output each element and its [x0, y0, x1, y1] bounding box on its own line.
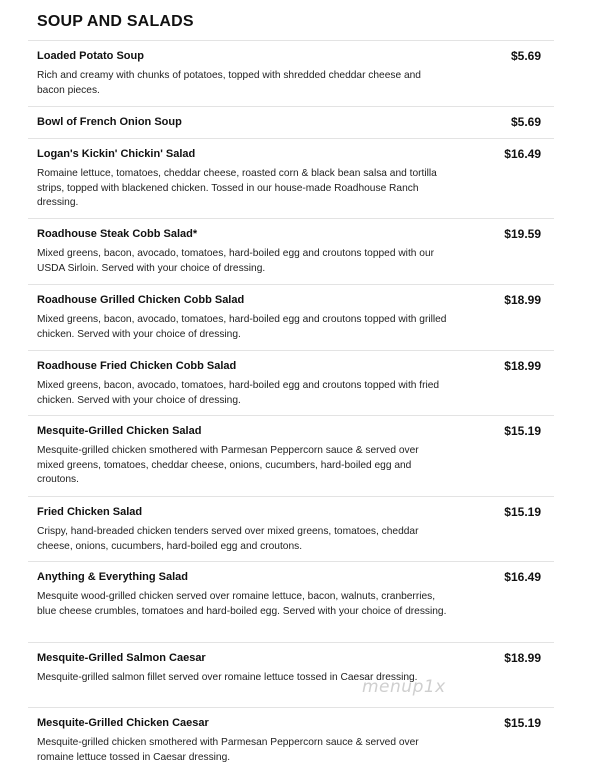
- item-name: Mesquite-Grilled Chicken Salad: [37, 425, 202, 437]
- item-name: Loaded Potato Soup: [37, 50, 144, 62]
- item-description: Mixed greens, bacon, avocado, tomatoes, hard-boiled egg and croutons topped with grilled chicken. Served with your choice of dressing.: [37, 314, 447, 340]
- item-price: $15.19: [504, 424, 541, 438]
- item-price: $19.59: [504, 227, 541, 241]
- item-price: $15.19: [504, 505, 541, 519]
- item-name: Mesquite-Grilled Chicken Caesar: [37, 717, 209, 729]
- menu-item: [28, 561, 554, 642]
- menu-item: [28, 496, 554, 561]
- item-name: Mesquite-Grilled Salmon Caesar: [37, 652, 206, 664]
- item-name: Fried Chicken Salad: [37, 506, 143, 518]
- item-name: Roadhouse Fried Chicken Cobb Salad: [37, 360, 237, 372]
- menu-item: [28, 642, 554, 707]
- item-description: Mixed greens, bacon, avocado, tomatoes, hard-boiled egg and croutons topped with fried chicken. Served with your choice of dressing.: [37, 380, 440, 406]
- item-description: Mixed greens, bacon, avocado, tomatoes, hard-boiled egg and croutons topped with our USDA Sirloin. Served with your choice of dressing.: [37, 248, 434, 274]
- menu-item: [28, 40, 554, 106]
- menu-item: [28, 350, 554, 415]
- item-price: $18.99: [504, 293, 541, 307]
- item-description: Crispy, hand-breaded chicken tenders served over mixed greens, tomatoes, cheddar cheese, onions, cucumbers, hard-boiled egg and croutons.: [37, 526, 419, 552]
- item-description: Mesquite-grilled salmon fillet served over romaine lettuce tossed in Caesar dressing.: [37, 672, 418, 683]
- item-price: $5.69: [510, 115, 541, 129]
- item-price: $15.19: [504, 716, 541, 730]
- menu-item: [28, 707, 554, 767]
- item-price: $16.49: [504, 147, 541, 161]
- item-name: Roadhouse Grilled Chicken Cobb Salad: [37, 294, 245, 306]
- item-price: $5.69: [510, 49, 541, 63]
- watermark-logo: menup1x: [362, 677, 446, 697]
- item-price: $18.99: [504, 651, 541, 665]
- item-price: $18.99: [504, 359, 541, 373]
- menu-item-list: [28, 40, 554, 767]
- menu-item: [28, 415, 554, 496]
- item-description: Mesquite-grilled chicken smothered with Parmesan Peppercorn sauce & served over romaine lettuce tossed in Caesar dressing.: [37, 737, 419, 763]
- item-name: Anything & Everything Salad: [37, 571, 188, 583]
- item-description: Mesquite-grilled chicken smothered with Parmesan Peppercorn sauce & served over mixed greens, tomatoes, cheddar cheese, onions, cucumbers, hard-boiled egg and croutons.: [37, 445, 419, 485]
- item-price: $16.49: [504, 570, 541, 584]
- section-title: SOUP AND SALADS: [37, 13, 194, 30]
- menu-item: [28, 218, 554, 284]
- item-name: Bowl of French Onion Soup: [37, 116, 182, 128]
- menu-item: [28, 284, 554, 350]
- item-name: Roadhouse Steak Cobb Salad*: [37, 228, 198, 240]
- item-description: Rich and creamy with chunks of potatoes, topped with shredded cheddar cheese and bacon pieces.: [37, 70, 421, 96]
- menu-item: [28, 106, 554, 138]
- item-description: Mesquite wood-grilled chicken served over romaine lettuce, bacon, walnuts, cranberries, blue cheese crumbles, tomatoes and hard-boiled egg. Served with your choice of dressing.: [37, 591, 447, 617]
- item-description: Romaine lettuce, tomatoes, cheddar cheese, roasted corn & black bean salsa and tortilla strips, topped with blackened chicken. Tossed in our house-made Roadhouse Ranch dressing.: [37, 168, 437, 208]
- menu-item: [28, 138, 554, 218]
- item-name: Logan's Kickin' Chickin' Salad: [37, 148, 196, 160]
